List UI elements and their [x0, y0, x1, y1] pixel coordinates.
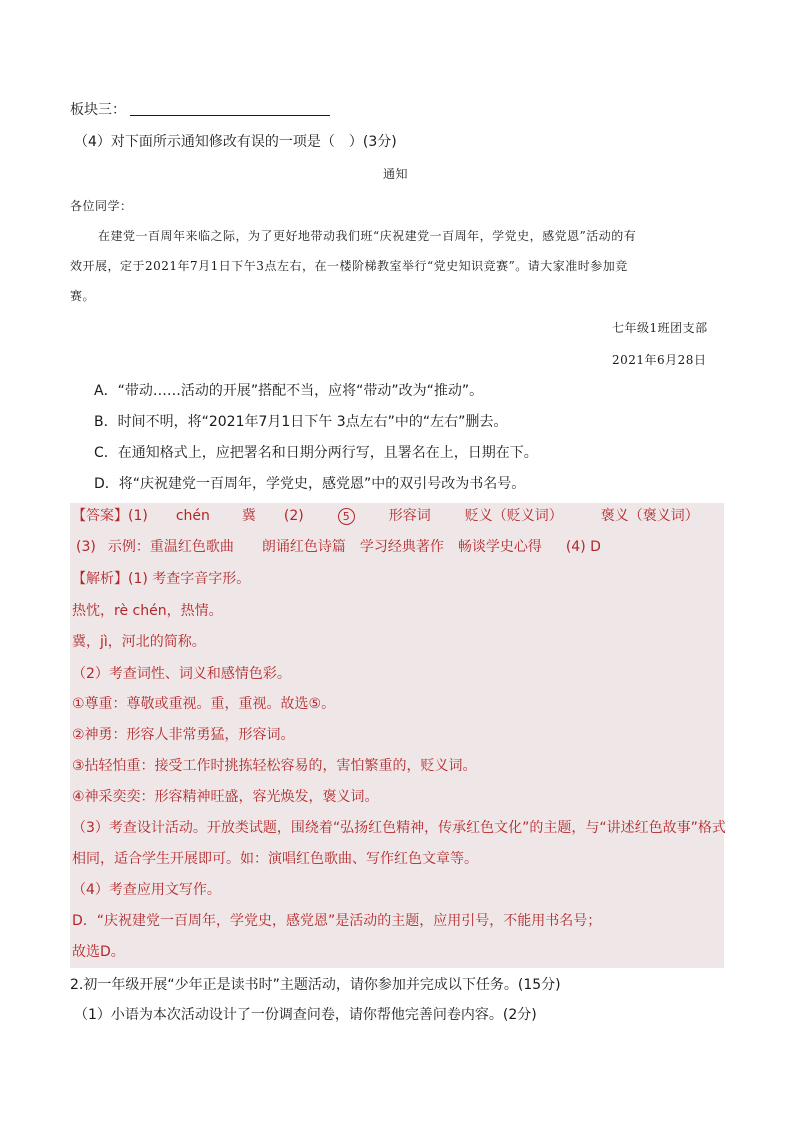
answer-char: 冀	[241, 508, 256, 524]
notice-date: 2021年6月28日	[612, 353, 707, 367]
answer-label: 【答案】	[72, 508, 128, 524]
answer-part-4: (4) D	[565, 539, 601, 555]
answer-part-2: (2)	[283, 508, 304, 524]
analysis-line-10: 相同，适合学生开展即可。如：演唱红色歌曲、写作红色文章等。	[72, 851, 478, 867]
analysis-label: 【解析】	[72, 571, 128, 587]
notice-title: 通知	[383, 167, 409, 181]
analysis-line-2: 热忱，rè chén，热情。	[72, 603, 223, 619]
answer-row-2	[76, 537, 601, 557]
answer-item-3: 学习经典著作	[359, 539, 444, 555]
notice-body-line-2: 效开展，定于2021年7月1日下午3点左右，在一楼阶梯教室举行“党史知识竞赛”。请大家准时参加竞	[70, 259, 628, 273]
option-d: D．将“庆祝建党一百周年，学党史，感党恩”中的双引号改为书名号。	[94, 476, 526, 492]
option-b: B．时间不明，将“2021年7月1日下午 3点左右”中的“左右”删去。	[94, 414, 508, 430]
option-c: C．在通知格式上，应把署名和日期分两行写，且署名在上，日期在下。	[94, 445, 538, 461]
answer-part-3: (3)	[76, 539, 96, 555]
analysis-line-7: ③拈轻怕重：接受工作时挑拣轻松容易的，害怕繁重的，贬义词。	[72, 758, 477, 774]
section-label-text: 板块三：	[70, 102, 126, 118]
answer-blank-line	[130, 101, 330, 116]
analysis-line-8: ④神采奕奕：形容精神旺盛，容光焕发，褒义词。	[72, 789, 379, 805]
analysis-line-3: 冀，jì，河北的简称。	[72, 634, 206, 650]
answer-row-1	[72, 506, 699, 526]
answer-part-1: (1)	[128, 508, 148, 524]
notice-body-line-1: 在建党一百周年来临之际，为了更好地带动我们班“庆祝建党一百周年，学党史，感党恩”活动的有	[98, 229, 637, 243]
answer-example: 示例：重温红色歌曲	[107, 539, 234, 555]
answer-item-2: 朗诵红色诗篇	[261, 539, 346, 555]
analysis-line-12: D．“庆祝建党一百周年，学党史，感党恩”是活动的主题，应用引号，不能用书名号；	[72, 913, 602, 929]
answer-derogatory: 贬义（贬义词）	[464, 508, 563, 524]
notice-body-line-3: 赛。	[70, 289, 96, 303]
analysis-line-4: （2）考查词性、词义和感情色彩。	[72, 666, 291, 682]
answer-circled-number: 5	[338, 508, 355, 525]
analysis-line-11: （4）考查应用文写作。	[72, 882, 221, 898]
analysis-line-1	[72, 569, 250, 589]
analysis-text-1: (1) 考查字音字形。	[128, 571, 251, 587]
analysis-line-13: 故选D。	[72, 944, 125, 960]
answer-item-4: 畅谈学史心得	[457, 539, 542, 555]
answer-commendatory: 褒义（褒义词）	[600, 508, 699, 524]
notice-greeting: 各位同学：	[70, 199, 133, 213]
answer-pinyin: chén	[175, 508, 210, 524]
analysis-line-6: ②神勇：形容人非常勇猛，形容词。	[72, 727, 295, 743]
answer-part-of-speech: 形容词	[388, 508, 431, 524]
question-2-sub-1: （1）小语为本次活动设计了一份调查问卷，请你帮他完善问卷内容。(2分)	[74, 1007, 537, 1023]
analysis-line-5: ①尊重：尊敬或重视。重，重视。故选⑤。	[72, 696, 336, 712]
question-2-stem: 2.初一年级开展“少年正是读书时”主题活动，请你参加并完成以下任务。(15分)	[70, 977, 561, 993]
section-label	[70, 100, 330, 120]
question-4-stem: （4）对下面所示通知修改有误的一项是（ ）(3分)	[74, 134, 397, 150]
option-a: A．“带动……活动的开展”搭配不当，应将“带动”改为“推动”。	[94, 383, 484, 399]
analysis-line-9: （3）考查设计活动。开放类试题，围绕着“弘扬红色精神，传承红色文化”的主题，与“讲述红色故事”格式	[72, 820, 726, 836]
notice-signer: 七年级1班团支部	[612, 321, 708, 335]
